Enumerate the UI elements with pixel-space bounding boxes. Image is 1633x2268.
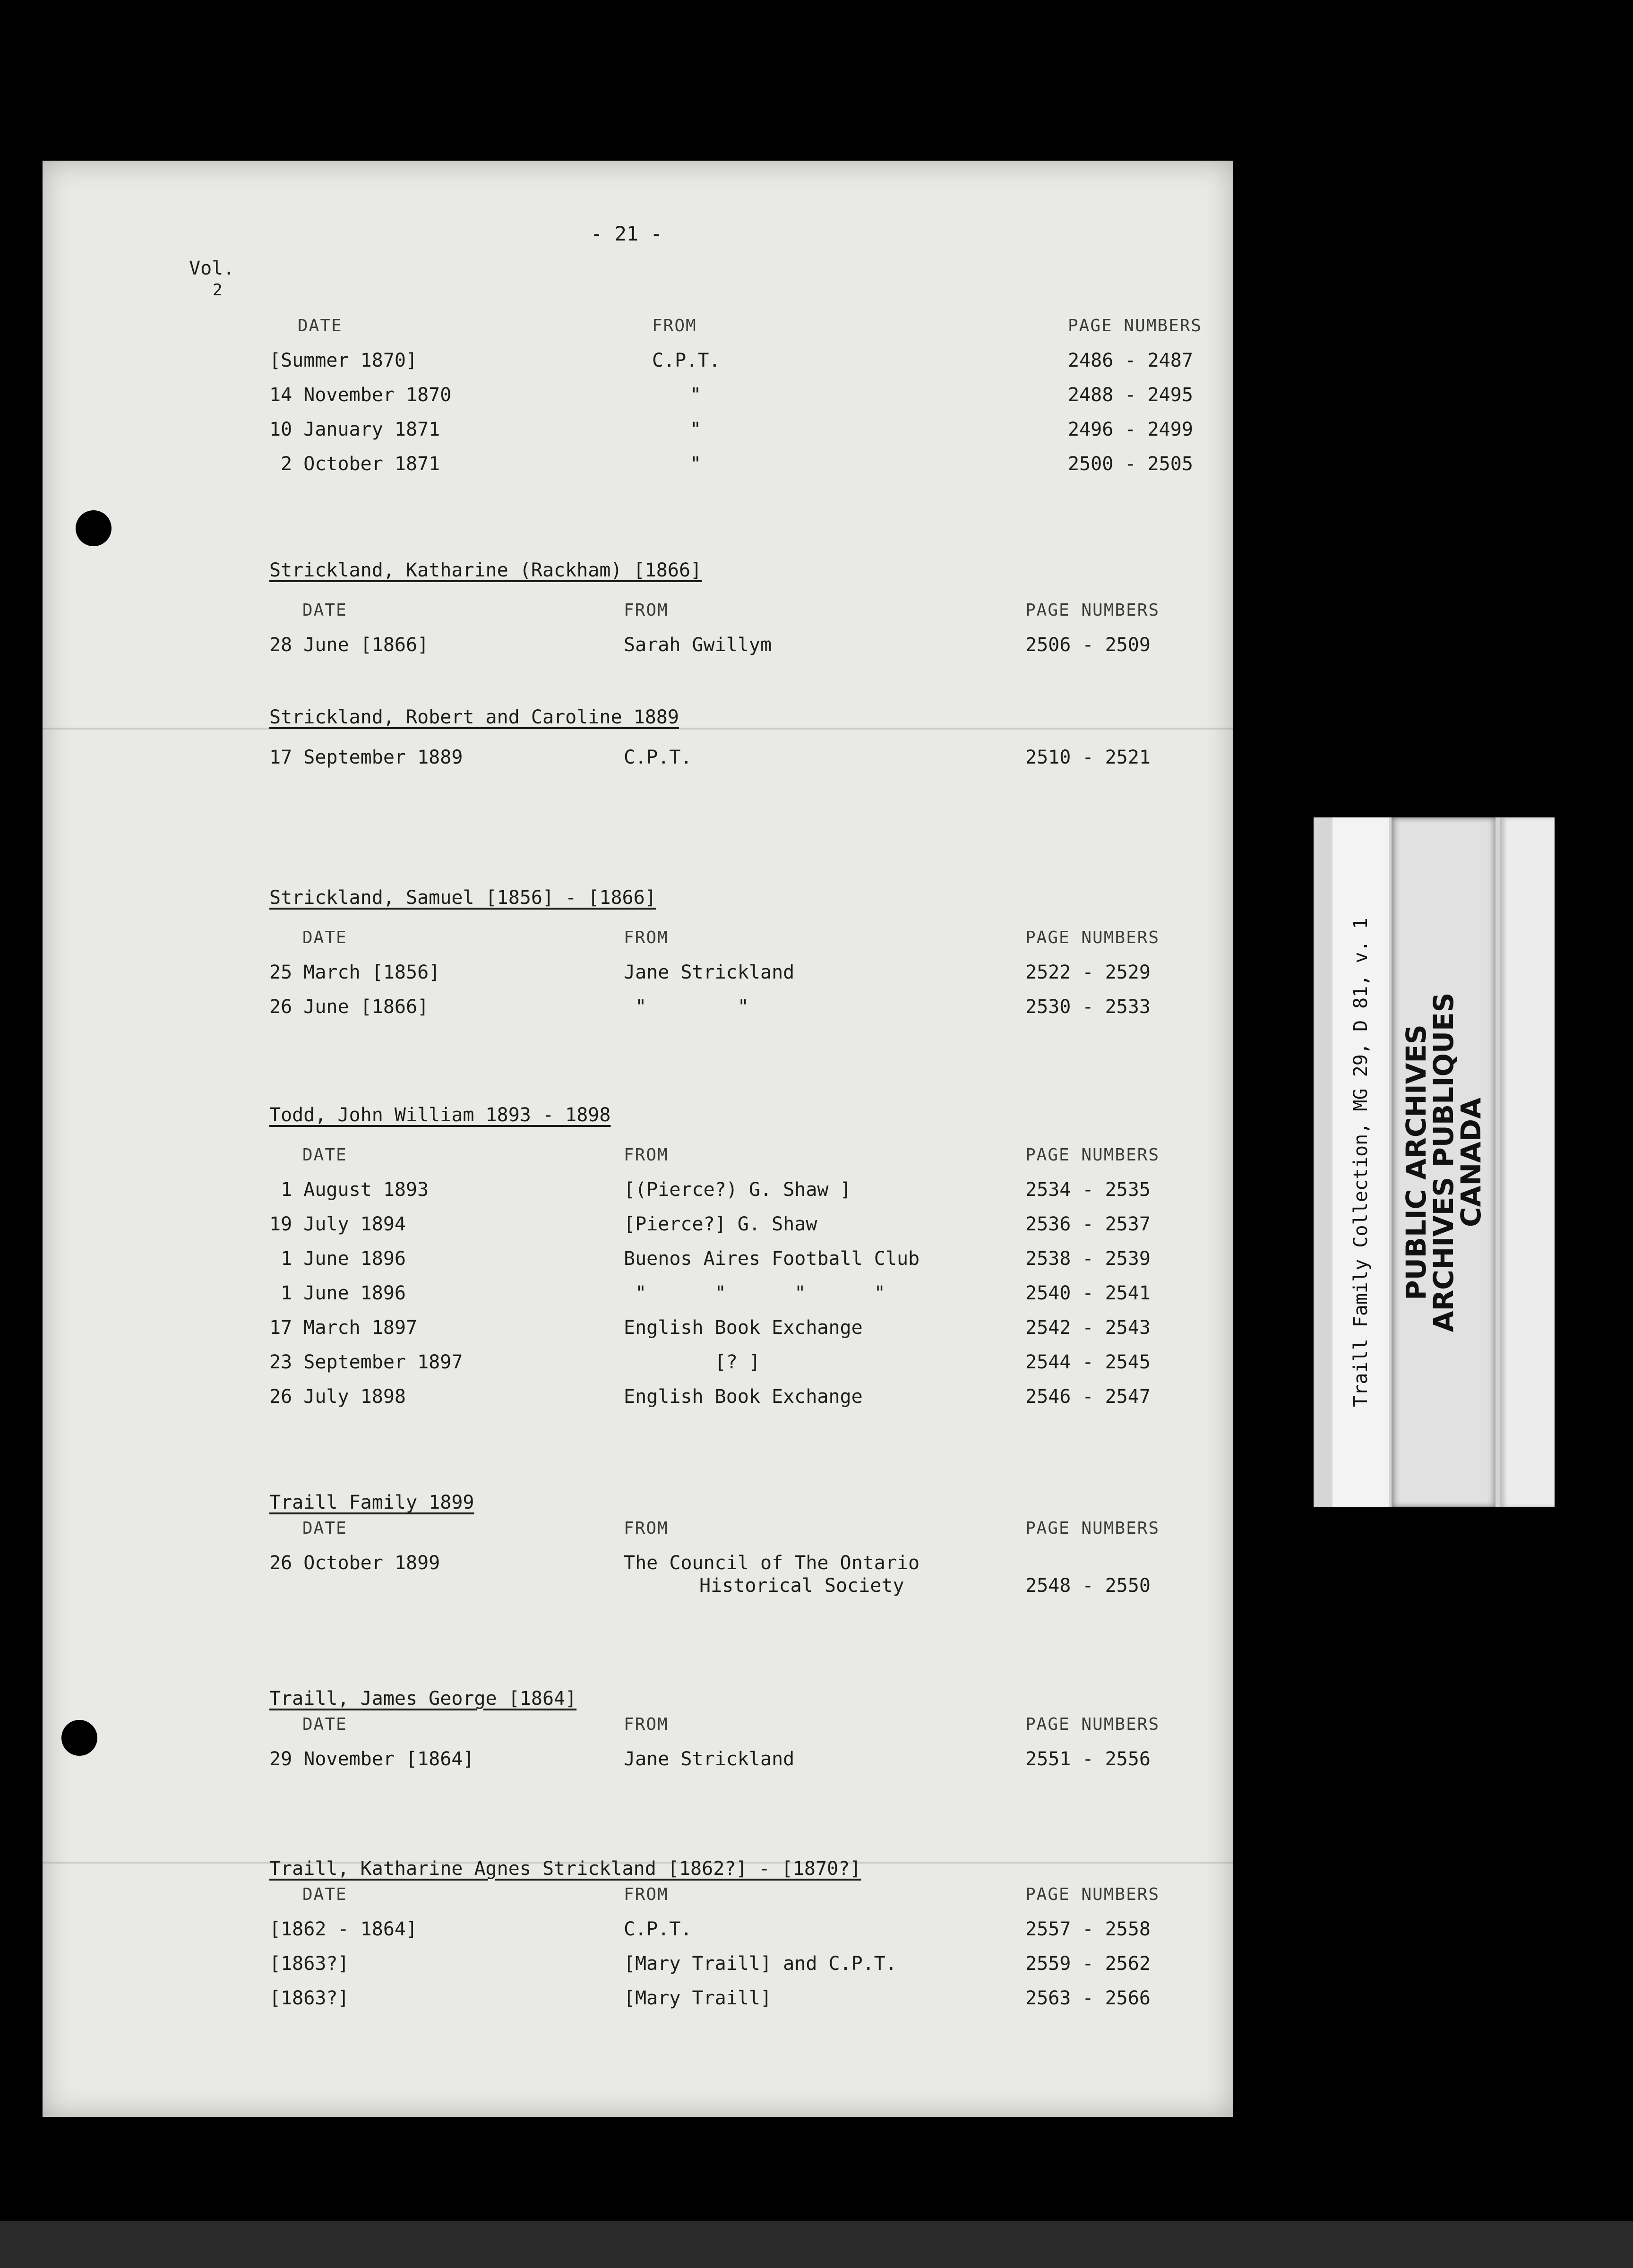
- entry-date: 19 July 1894: [269, 1213, 406, 1235]
- header-date: DATE: [302, 1885, 347, 1904]
- header-pages: PAGE NUMBERS: [1025, 1145, 1160, 1165]
- section-continuation: [269, 314, 1214, 487]
- section-traill-katharine-agnes: [269, 1855, 1214, 2021]
- section-traill-james-george: [269, 1684, 1214, 1782]
- entry-date: 17 September 1889: [269, 747, 463, 768]
- entry-from: [(Pierce?) G. Shaw ]: [624, 1179, 851, 1201]
- list-item: [269, 1747, 1214, 1782]
- entry-from: " ": [624, 996, 749, 1018]
- entry-pages: 2563 - 2566: [1025, 1987, 1151, 2009]
- list-item: [269, 418, 1214, 452]
- entry-pages: 2486 - 2487: [1068, 350, 1193, 371]
- header-date: DATE: [302, 1145, 347, 1165]
- entry-pages: 2548 - 2550: [1025, 1575, 1151, 1597]
- entry-from: ": [690, 419, 702, 440]
- film-edge: [0, 2221, 1633, 2268]
- punch-hole-bottom: [61, 1720, 97, 1756]
- archives-line-3: CANADA: [1455, 1098, 1487, 1227]
- entry-date: 2 October 1871: [269, 453, 440, 475]
- section-title: Strickland, Robert and Caroline 1889: [269, 706, 679, 728]
- entry-date: [1863?]: [269, 1953, 349, 1975]
- list-item: [269, 383, 1214, 418]
- entry-pages: 2542 - 2543: [1025, 1317, 1151, 1339]
- section-strickland-robert: [269, 703, 1214, 780]
- header-date: DATE: [302, 1519, 347, 1538]
- entry-date: 26 July 1898: [269, 1386, 406, 1408]
- entry-from: C.P.T.: [624, 747, 692, 768]
- header-pages: PAGE NUMBERS: [1068, 316, 1203, 335]
- entry-pages: 2551 - 2556: [1025, 1748, 1151, 1770]
- entry-pages: 2546 - 2547: [1025, 1386, 1151, 1408]
- header-pages: PAGE NUMBERS: [1025, 928, 1160, 947]
- list-item: [269, 1247, 1214, 1281]
- header-from: FROM: [624, 601, 669, 620]
- entry-pages: 2506 - 2509: [1025, 634, 1151, 656]
- list-item: [269, 1316, 1214, 1350]
- list-item: [269, 1212, 1214, 1247]
- section-title: Strickland, Samuel [1856] - [1866]: [269, 887, 656, 909]
- archives-line-1: PUBLIC ARCHIVES: [1400, 1024, 1432, 1300]
- punch-hole-top: [76, 510, 112, 546]
- entry-from: [Mary Traill]: [624, 1987, 772, 2009]
- column-headers: [269, 1517, 1214, 1551]
- header-date: DATE: [302, 928, 347, 947]
- entry-pages: 2540 - 2541: [1025, 1282, 1151, 1304]
- entry-from: ": [690, 384, 702, 406]
- section-traill-family: [269, 1488, 1214, 1610]
- header-pages: PAGE NUMBERS: [1025, 1715, 1160, 1734]
- entry-date: 10 January 1871: [269, 419, 440, 440]
- entry-from: [Pierce?] G. Shaw: [624, 1213, 817, 1235]
- entry-pages: 2544 - 2545: [1025, 1351, 1151, 1373]
- entry-date: [Summer 1870]: [269, 350, 418, 371]
- column-headers: [269, 1883, 1214, 1917]
- document-page: [43, 161, 1233, 2117]
- volume-label-text: Vol.: [189, 258, 235, 279]
- list-item: [269, 1551, 1214, 1610]
- entry-date: 25 March [1856]: [269, 962, 440, 983]
- section-strickland-katharine: [269, 556, 1214, 668]
- header-from: FROM: [624, 1715, 669, 1734]
- header-from: FROM: [624, 928, 669, 947]
- entry-pages: 2488 - 2495: [1068, 384, 1193, 406]
- entry-date: 1 June 1896: [269, 1248, 406, 1270]
- entry-pages: 2534 - 2535: [1025, 1179, 1151, 1201]
- entry-from: English Book Exchange: [624, 1317, 863, 1339]
- list-item: [269, 1385, 1214, 1419]
- entry-from: Jane Strickland: [624, 962, 795, 983]
- entry-from: C.P.T.: [652, 350, 721, 371]
- volume-number: 2: [213, 281, 223, 300]
- header-pages: PAGE NUMBERS: [1025, 601, 1160, 620]
- entry-from: [? ]: [624, 1351, 760, 1373]
- list-item: [269, 633, 1214, 668]
- archive-label: [1314, 817, 1555, 1507]
- list-item: [269, 961, 1214, 995]
- archives-stamp: [1402, 993, 1485, 1332]
- column-headers: [269, 599, 1214, 633]
- entry-date: 29 November [1864]: [269, 1748, 474, 1770]
- entry-from: C.P.T.: [624, 1918, 692, 1940]
- list-item: [269, 1281, 1214, 1316]
- page-number: - 21 -: [591, 222, 662, 245]
- column-headers: [269, 1713, 1214, 1747]
- header-date: DATE: [302, 1715, 347, 1734]
- entry-from: " " " ": [624, 1282, 885, 1304]
- entry-date: 1 August 1893: [269, 1179, 429, 1201]
- entry-pages: 2559 - 2562: [1025, 1953, 1151, 1975]
- section-title: Traill Family 1899: [269, 1492, 474, 1513]
- entry-date: 28 June [1866]: [269, 634, 429, 656]
- entry-from-continued: Historical Society: [699, 1575, 904, 1597]
- list-item: [269, 349, 1214, 383]
- header-from: FROM: [624, 1519, 669, 1538]
- entry-pages: 2496 - 2499: [1068, 419, 1193, 440]
- entry-pages: 2530 - 2533: [1025, 996, 1151, 1018]
- archives-line-2: ARCHIVES PUBLIQUES: [1427, 992, 1460, 1332]
- list-item: [269, 1986, 1214, 2021]
- list-item: [269, 1952, 1214, 1986]
- section-title: Traill, James George [1864]: [269, 1688, 577, 1710]
- label-band-right: [1500, 817, 1555, 1507]
- list-item: [269, 1178, 1214, 1212]
- header-from: FROM: [652, 316, 697, 335]
- section-title: Traill, Katharine Agnes Strickland [1862?] - [1870?]: [269, 1858, 861, 1880]
- entry-pages: 2510 - 2521: [1025, 747, 1151, 768]
- list-item: [269, 452, 1214, 487]
- list-item: [269, 1350, 1214, 1385]
- header-pages: PAGE NUMBERS: [1025, 1885, 1160, 1904]
- entry-pages: 2522 - 2529: [1025, 962, 1151, 983]
- section-title: Strickland, Katharine (Rackham) [1866]: [269, 559, 702, 581]
- entry-date: [1863?]: [269, 1987, 349, 2009]
- entry-pages: 2538 - 2539: [1025, 1248, 1151, 1270]
- entry-date: 23 September 1897: [269, 1351, 463, 1373]
- header-date: DATE: [302, 601, 347, 620]
- entry-date: 1 June 1896: [269, 1282, 406, 1304]
- entry-from: The Council of The Ontario: [624, 1552, 920, 1574]
- entry-from: ": [690, 453, 702, 475]
- entry-date: 26 June [1866]: [269, 996, 429, 1018]
- header-pages: PAGE NUMBERS: [1025, 1519, 1160, 1538]
- header-from: FROM: [624, 1145, 669, 1165]
- entry-from: [Mary Traill] and C.P.T.: [624, 1953, 897, 1975]
- entry-from: Sarah Gwillym: [624, 634, 772, 656]
- list-item: [269, 1917, 1214, 1952]
- entry-pages: 2557 - 2558: [1025, 1918, 1151, 1940]
- list-item: [269, 746, 1214, 780]
- entry-from: Jane Strickland: [624, 1748, 795, 1770]
- entry-pages: 2536 - 2537: [1025, 1213, 1151, 1235]
- section-title: Todd, John William 1893 - 1898: [269, 1104, 611, 1126]
- volume-label: [189, 258, 234, 301]
- header-from: FROM: [624, 1885, 669, 1904]
- entry-date: 14 November 1870: [269, 384, 452, 406]
- entry-from: Buenos Aires Football Club: [624, 1248, 920, 1270]
- entry-from: English Book Exchange: [624, 1386, 863, 1408]
- collection-reference: Traill Family Collection, MG 29, D 81, v. 1: [1350, 918, 1372, 1407]
- section-strickland-samuel: [269, 884, 1214, 1030]
- section-todd-john-william: [269, 1101, 1214, 1419]
- column-headers: [269, 1143, 1214, 1178]
- column-headers: [269, 926, 1214, 961]
- header-date: DATE: [298, 316, 343, 335]
- entry-date: [1862 - 1864]: [269, 1918, 418, 1940]
- column-headers: [269, 314, 1214, 349]
- entry-pages: 2500 - 2505: [1068, 453, 1193, 475]
- entry-date: 26 October 1899: [269, 1552, 440, 1574]
- entry-date: 17 March 1897: [269, 1317, 418, 1339]
- list-item: [269, 995, 1214, 1030]
